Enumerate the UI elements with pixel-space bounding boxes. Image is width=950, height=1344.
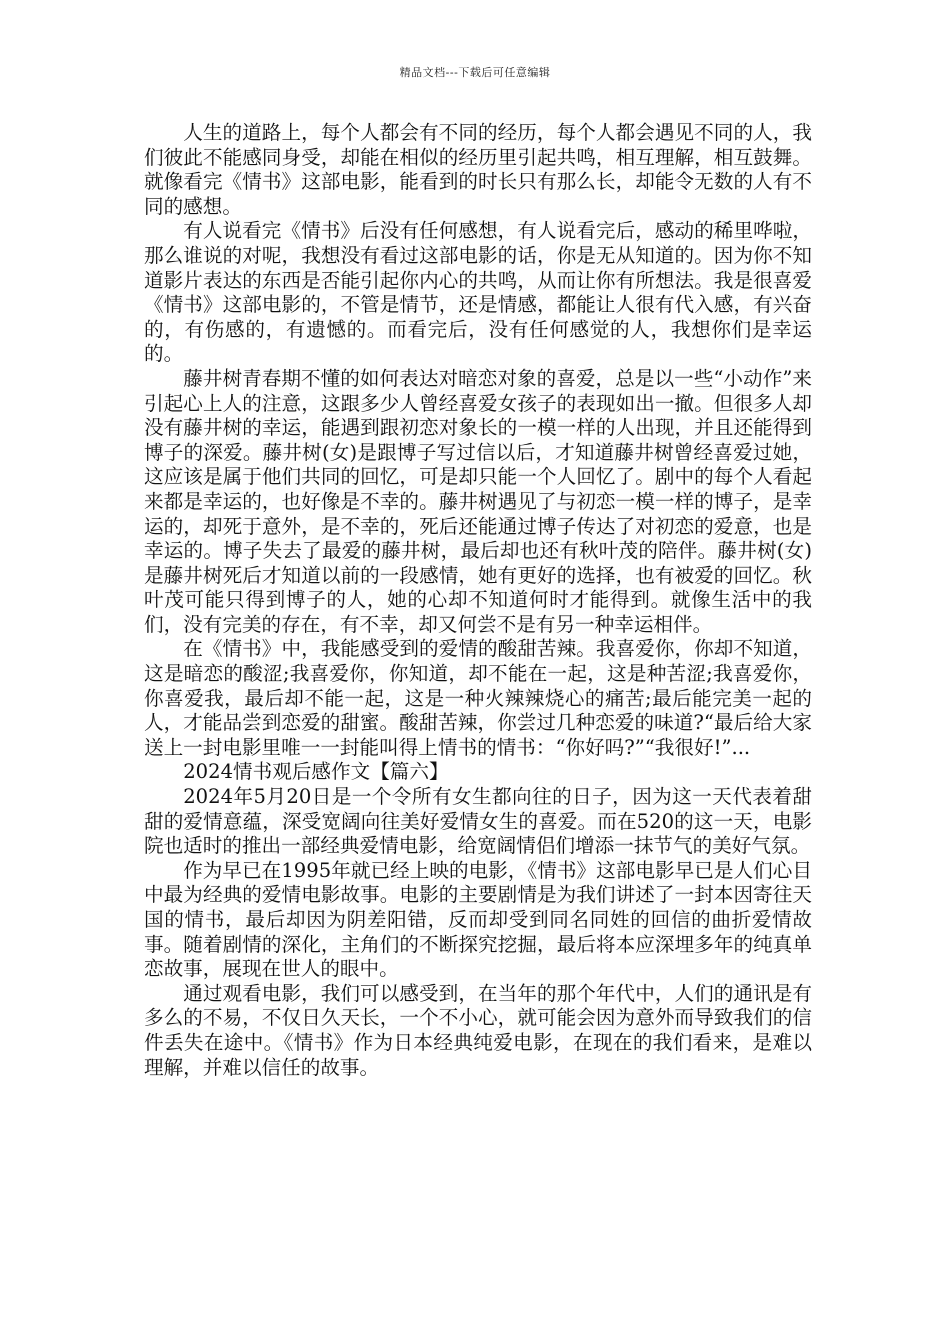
paragraph-3: 藤井树青春期不懂的如何表达对暗恋对象的喜爱，总是以一些“小动作”来引起心上人的注意，这跟多少人曾经喜爱女孩子的表现如出一撤。但很多人却没有藤井树的幸运，能遇到跟初恋对象长的一模一样的人出现，并且还能得到博子的深爱。藤井树(女)是跟博子写过信以后，才知道藤井树曾经喜爱过她，这应该是属于他们共同的回忆，可是却只能一个人回忆了。剧中的每个人看起来都是幸运的，也好像是不幸的。藤井树遇见了与初恋一模一样的博子，是幸运的，却死于意外，是不幸的，死后还能通过博子传达了对初恋的爱意，也是幸运的。博子失去了最爱的藤井树，最后却也还有秋叶茂的陪伴。藤井树(女)是藤井树死后才知道以前的一段感情，她有更好的选择，也有被爱的回忆。秋叶茂可能只得到博子的人，她的心却不知道何时才能得到。就像生活中的我们，没有完美的存在，有不幸，却又何尝不是有另一种幸运相伴。: [144, 366, 812, 636]
paragraph-4: 在《情书》中，我能感受到的爱情的酸甜苦辣。我喜爱你，你却不知道，这是暗恋的酸涩;我喜爱你，你知道，却不能在一起，这是种苦涩;我喜爱你，你喜爱我，最后却不能一起，这是一种火辣辣烧心的痛苦;最后能完美一起的人，才能品尝到恋爱的甜蜜。酸甜苦辣，你尝过几种恋爱的味道?“最后给大家送上一封电影里唯一一封能叫得上情书的情书：“你好吗?”“我很好!”...: [144, 637, 812, 759]
section-heading: 2024情书观后感作文【篇六】: [183, 760, 449, 784]
document-body: [144, 121, 812, 1080]
paragraph-7: 通过观看电影，我们可以感受到，在当年的那个年代中，人们的通讯是有多么的不易，不仅日久天长，一个不小心，就可能会因为意外而导致我们的信件丢失在途中。《情书》作为日本经典纯爱电影，在现在的我们看来，是难以理解，并难以信任的故事。: [144, 981, 812, 1079]
paragraph-5: 2024年5月20日是一个令所有女生都向往的日子，因为这一天代表着甜甜的爱情意蕴，深受宽阔向往美好爱情女生的喜爱。而在520的这一天，电影院也适时的推出一部经典爱情电影，给宽阔情侣们增添一抹节气的美好气氛。: [144, 785, 812, 858]
paragraph-6: 作为早已在1995年就已经上映的电影，《情书》这部电影早已是人们心目中最为经典的爱情电影故事。电影的主要剧情是为我们讲述了一封本因寄往天国的情书，最后却因为阴差阳错，反而却受到同名同姓的回信的曲折爱情故事。随着剧情的深化，主角们的不断探究挖掘，最后将本应深埋多年的纯真单恋故事，展现在世人的眼中。: [144, 858, 812, 981]
page-header: 精品文档---下载后可任意编辑: [399, 66, 551, 79]
paragraph-1: 人生的道路上，每个人都会有不同的经历，每个人都会遇见不同的人，我们彼此不能感同身受，却能在相似的经历里引起共鸣，相互理解，相互鼓舞。就像看完《情书》这部电影，能看到的时长只有那么长，却能令无数的人有不同的感想。: [144, 121, 812, 218]
paragraph-2: 有人说看完《情书》后没有任何感想，有人说看完后，感动的稀里哗啦，那么谁说的对呢，我想没有看过这部电影的话，你是无从知道的。因为你不知道影片表达的东西是否能引起你内心的共鸣，从而让你有所想法。我是很喜爱《情书》这部电影的，不管是情节，还是情感，都能让人很有代入感，有兴奋的，有伤感的，有遗憾的。而看完后，没有任何感觉的人，我想你们是幸运的。: [144, 219, 812, 366]
